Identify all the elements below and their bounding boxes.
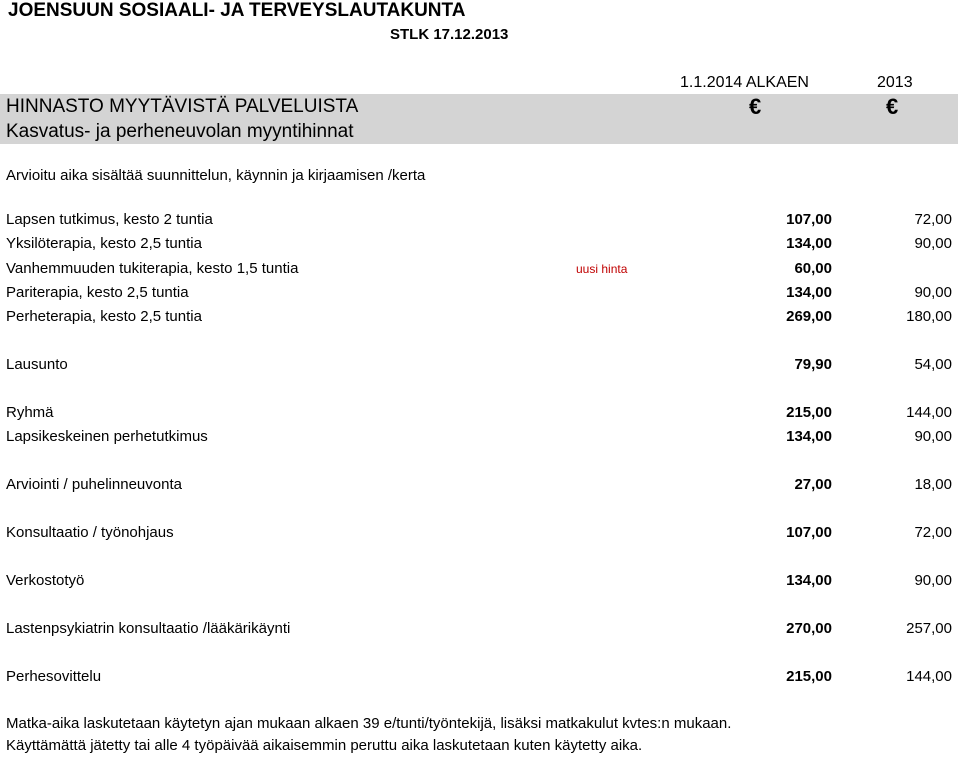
price-row (0, 404, 960, 424)
service-label: Lapsikeskeinen perhetutkimus (6, 428, 208, 445)
price-row (0, 356, 960, 376)
price-row (0, 476, 960, 496)
price-2014: 79,90 (794, 356, 832, 373)
price-2013: 144,00 (906, 404, 952, 421)
price-2014: 134,00 (786, 428, 832, 445)
price-2014: 27,00 (794, 476, 832, 493)
price-2013: 144,00 (906, 668, 952, 685)
price-2013: 180,00 (906, 308, 952, 325)
currency-old-euro-icon: € (886, 94, 899, 119)
price-2013: 72,00 (914, 524, 952, 541)
column-header-new-price: 1.1.2014 ALKAEN (680, 74, 809, 91)
pricelist-title: HINNASTO MYYTÄVISTÄ PALVELUISTA (6, 96, 359, 117)
price-2014: 60,00 (794, 260, 832, 277)
price-row (0, 308, 960, 328)
price-2013: 18,00 (914, 476, 952, 493)
price-2014: 270,00 (786, 620, 832, 637)
price-2013: 54,00 (914, 356, 952, 373)
price-2013: 90,00 (914, 572, 952, 589)
price-row (0, 211, 960, 231)
price-row (0, 524, 960, 544)
service-label: Vanhemmuuden tukiterapia, kesto 1,5 tuntia (6, 260, 299, 277)
price-2014: 269,00 (786, 308, 832, 325)
service-label: Lastenpsykiatrin konsultaatio /lääkärikäynti (6, 620, 291, 637)
price-2013: 72,00 (914, 211, 952, 228)
price-2014: 134,00 (786, 284, 832, 301)
service-label: Lausunto (6, 356, 68, 373)
price-row (0, 572, 960, 592)
price-row (0, 620, 960, 640)
price-2014: 215,00 (786, 404, 832, 421)
service-label: Lapsen tutkimus, kesto 2 tuntia (6, 211, 213, 228)
pricelist-subtitle: Kasvatus- ja perheneuvolan myyntihinnat (6, 121, 354, 142)
price-2014: 107,00 (786, 524, 832, 541)
price-row (0, 428, 960, 448)
service-label: Pariterapia, kesto 2,5 tuntia (6, 284, 189, 301)
price-2013: 257,00 (906, 620, 952, 637)
currency-new-euro-icon: € (749, 94, 762, 119)
footer-note-cancellation: Käyttämättä jätetty tai alle 4 työpäivää aikaisemmin peruttu aika laskutetaan kuten käytetty aika. (6, 737, 643, 754)
service-label: Perheterapia, kesto 2,5 tuntia (6, 308, 202, 325)
service-label: Verkostotyö (6, 572, 85, 589)
service-label: Perhesovittelu (6, 668, 102, 685)
footer-note-travel: Matka-aika laskutetaan käytetyn ajan mukaan alkaen 39 e/tunti/työntekijä, lisäksi matkakulut kvtes:n mukaan. (6, 715, 732, 732)
price-2014: 215,00 (786, 668, 832, 685)
price-2014: 134,00 (786, 572, 832, 589)
price-2014: 107,00 (786, 211, 832, 228)
price-2013: 90,00 (914, 235, 952, 252)
price-2013: 90,00 (914, 428, 952, 445)
price-2014: 134,00 (786, 235, 832, 252)
price-row (0, 260, 960, 280)
price-2013: 90,00 (914, 284, 952, 301)
service-label: Arviointi / puhelinneuvonta (6, 476, 182, 493)
price-row (0, 668, 960, 688)
price-row (0, 235, 960, 255)
price-row (0, 284, 960, 304)
service-label: Yksilöterapia, kesto 2,5 tuntia (6, 235, 202, 252)
new-price-tag: uusi hinta (576, 262, 628, 276)
document-title: JOENSUUN SOSIAALI- JA TERVEYSLAUTAKUNTA (8, 0, 466, 21)
service-label: Ryhmä (6, 404, 54, 421)
meeting-reference: STLK 17.12.2013 (390, 26, 509, 43)
service-label: Konsultaatio / työnohjaus (6, 524, 174, 541)
column-header-old-price: 2013 (877, 74, 913, 91)
time-note: Arvioitu aika sisältää suunnittelun, käynnin ja kirjaamisen /kerta (6, 167, 426, 184)
